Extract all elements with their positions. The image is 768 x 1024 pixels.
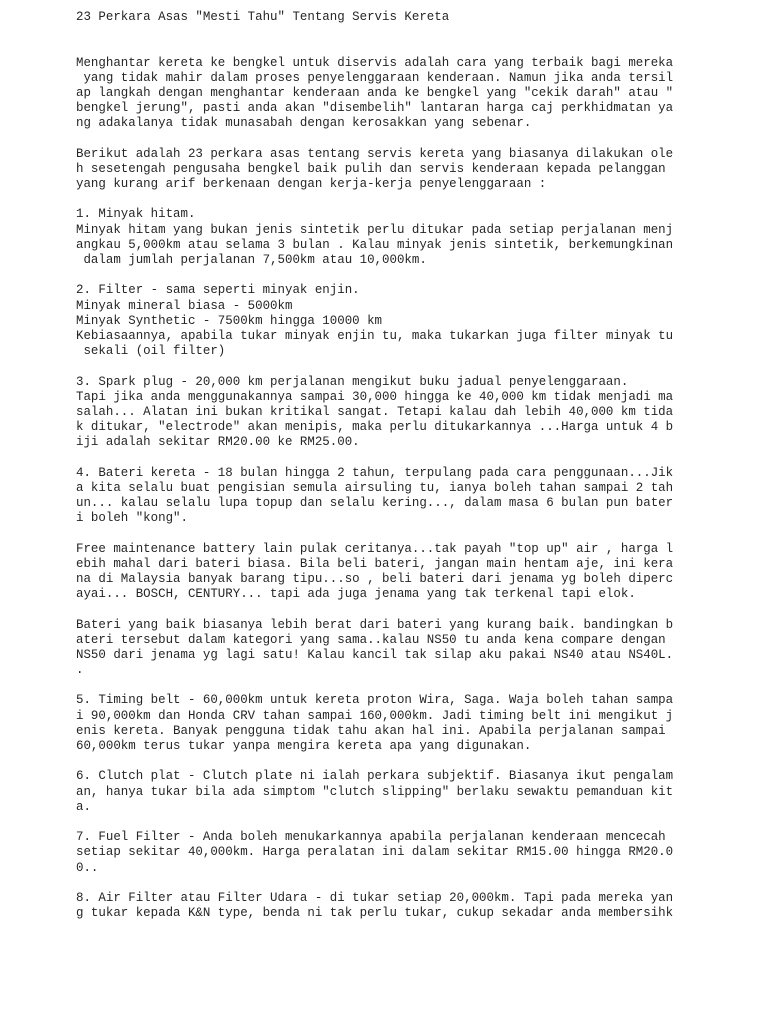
paragraph [76,618,756,679]
text-line: Minyak mineral biasa - 5000km [76,298,293,313]
document-body [76,56,756,922]
blank-line [76,359,756,374]
blank-line [76,268,756,283]
text-line: 0.. [76,860,99,875]
paragraph [76,466,756,527]
paragraph [76,693,756,754]
paragraph [76,769,756,815]
text-line: enis kereta. Banyak pengguna tidak tahu akan hal ini. Apabila perjalanan sampai [76,723,666,738]
text-line: 8. Air Filter atau Filter Udara - di tukar setiap 20,000km. Tapi pada mereka yan [76,890,674,905]
text-line: 7. Fuel Filter - Anda boleh menukarkannya apabila perjalanan kenderaan mencecah [76,830,666,845]
text-line: an, hanya tukar bila ada simptom "clutch slipping" berlaku sewaktu pemanduan kit [76,784,674,799]
paragraph [76,207,756,268]
blank-line [76,526,756,541]
text-line: g tukar kepada K&N type, benda ni tak perlu tukar, cukup sekadar anda membersihk [76,906,674,921]
text-line: 60,000km terus tukar yanpa mengira kereta apa yang digunakan. [76,739,532,753]
text-line: ebih mahal dari bateri biasa. Bila beli bateri, jangan main hentam aje, ini kera [76,556,674,571]
text-line: 5. Timing belt - 60,000km untuk kereta proton Wira, Saga. Waja boleh tahan sampa [76,693,674,708]
text-line: setiap sekitar 40,000km. Harga peralatan ini dalam sekitar RM15.00 hingga RM20.0 [76,845,674,860]
text-line: . [76,663,84,678]
text-line: na di Malaysia banyak barang tipu...so , beli bateri dari jenama yg boleh diperc [76,571,674,586]
blank-line [76,25,756,40]
text-line: salah... Alatan ini bukan kritikal sangat. Tetapi kalau dah lebih 40,000 km tida [76,404,674,419]
text-line: 1. Minyak hitam. [76,207,196,222]
blank-line [76,754,756,769]
text-line: Minyak hitam yang bukan jenis sintetik perlu ditukar pada setiap perjalanan menj [76,222,674,237]
text-line: Bateri yang baik biasanya lebih berat dari bateri yang kurang baik. bandingkan b [76,617,674,632]
blank-line [76,40,756,55]
blank-line [76,815,756,830]
text-line: a kita selalu buat pengisian semula airsuling tu, ianya boleh tahan sampai 2 tah [76,480,674,495]
text-line: a. [76,799,91,814]
text-line: h sesetengah pengusaha bengkel baik pulih dan servis kenderaan kepada pelanggan [76,161,666,176]
blank-line [76,876,756,891]
text-line: sekali (oil filter) [76,344,226,359]
text-line: ateri tersebut dalam kategori yang sama..kalau NS50 tu anda kena compare dengan [76,632,666,647]
text-line: 6. Clutch plat - Clutch plate ni ialah perkara subjektif. Biasanya ikut pengalam [76,769,674,784]
document-page [76,10,756,921]
text-line: ayai... BOSCH, CENTURY... tapi ada juga jenama yang tak terkenal tapi elok. [76,587,636,602]
paragraph [76,830,756,876]
text-line: yang tidak mahir dalam proses penyelenggaraan kenderaan. Namun jika anda tersil [76,70,674,85]
text-line: Free maintenance battery lain pulak ceritanya...tak payah "top up" air , harga l [76,541,674,556]
text-line: un... kalau selalu lupa topup dan selalu kering..., dalam masa 6 bulan pun bater [76,496,674,510]
paragraph [76,375,756,451]
text-line: 4. Bateri kereta - 18 bulan hingga 2 tahun, terpulang pada cara penggunaan...Jik [76,465,674,480]
text-line: Menghantar kereta ke bengkel untuk diservis adalah cara yang terbaik bagi mereka [76,55,674,70]
paragraph [76,283,756,359]
blank-line [76,132,756,147]
text-line: ng adakalanya tidak munasabah dengan kerosakkan yang sebenar. [76,116,532,131]
blank-line [76,678,756,693]
text-line: 3. Spark plug - 20,000 km perjalanan mengikut buku jadual penyelenggaraan. [76,374,629,389]
paragraph [76,542,756,603]
text-line: i boleh "kong". [76,511,188,526]
text-line: dalam jumlah perjalanan 7,500km atau 10,000km. [76,253,427,267]
text-line: angkau 5,000km atau selama 3 bulan . Kalau minyak jenis sintetik, berkemungkinan [76,237,674,252]
text-line: 2. Filter - sama seperti minyak enjin. [76,283,360,298]
paragraph [76,56,756,132]
paragraph [76,147,756,193]
text-line: iji adalah sekitar RM20.00 ke RM25.00. [76,435,360,450]
text-line: bengkel jerung", pasti anda akan "disembelih" lantaran harga caj perkhidmatan ya [76,101,674,116]
text-line: Tapi jika anda menggunakannya sampai 30,000 hingga ke 40,000 km tidak menjadi ma [76,389,674,404]
document-title: 23 Perkara Asas "Mesti Tahu" Tentang Servis Kereta [76,10,450,24]
text-line: NS50 dari jenama yg lagi satu! Kalau kancil tak silap aku pakai NS40 atau NS40L. [76,647,674,662]
text-line: ap langkah dengan menghantar kenderaan anda ke bengkel yang "cekik darah" atau " [76,85,674,100]
text-line: Minyak Synthetic - 7500km hingga 10000 km [76,313,383,328]
text-line: Kebiasaannya, apabila tukar minyak enjin tu, maka tukarkan juga filter minyak tu [76,328,674,343]
text-line: k ditukar, "electrode" akan menipis, maka perlu ditukarkannya ...Harga untuk 4 b [76,420,674,435]
blank-line [76,450,756,465]
blank-line [76,192,756,207]
paragraph [76,891,756,921]
text-line: i 90,000km dan Honda CRV tahan sampai 160,000km. Jadi timing belt ini mengikut j [76,708,674,723]
blank-line [76,602,756,617]
text-line: Berikut adalah 23 perkara asas tentang servis kereta yang biasanya dilakukan ole [76,146,674,161]
text-line: yang kurang arif berkenaan dengan kerja-kerja penyelenggaraan : [76,177,547,192]
